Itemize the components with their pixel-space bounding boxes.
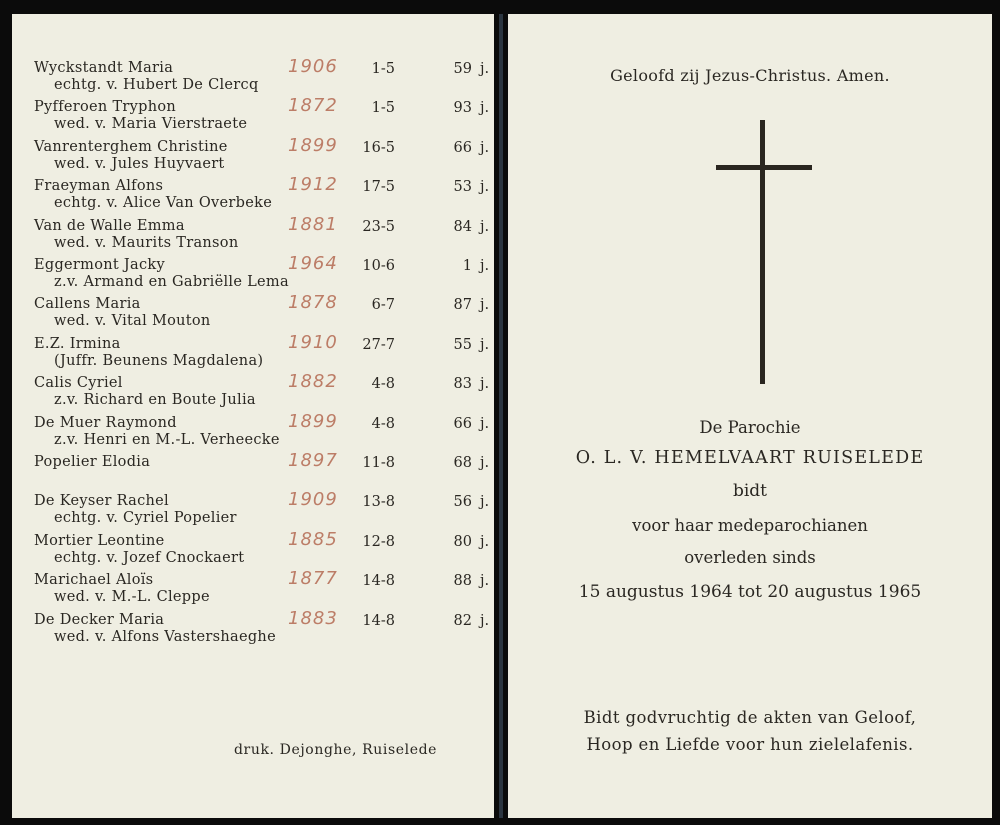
age-unit: j. <box>480 415 490 432</box>
list-item <box>34 174 490 216</box>
deceased-name: Eggermont Jacky <box>34 257 165 273</box>
handwritten-birth-year: 1877 <box>288 568 338 590</box>
handwritten-birth-year: 1912 <box>288 174 338 196</box>
relation-text: (Juffr. Beunens Magdalena) <box>54 352 264 369</box>
relation-text: wed. v. M.-L. Cleppe <box>54 589 210 606</box>
handwritten-birth-year: 1872 <box>288 95 338 117</box>
for-parishioners-text: voor haar medeparochianen <box>632 516 868 535</box>
closing-prayer-line-1: Bidt godvruchtig de akten van Geloof, <box>583 708 917 727</box>
list-item <box>34 371 490 413</box>
list-item <box>34 489 490 531</box>
death-date: 1-5 <box>371 100 395 117</box>
death-date: 12-8 <box>362 533 395 550</box>
closing-prayer-line-2: Hoop en Liefde voor hun zielelafenis. <box>586 735 914 754</box>
age-unit: j. <box>480 455 490 471</box>
age-value: 68 <box>453 455 472 471</box>
handwritten-birth-year: 1909 <box>288 489 338 511</box>
list-item <box>34 213 490 256</box>
death-date: 1-5 <box>371 61 395 77</box>
death-date: 14-8 <box>362 573 395 590</box>
age-value: 55 <box>453 336 472 353</box>
age-value: 80 <box>453 533 472 550</box>
cross-icon-arm <box>716 165 812 170</box>
death-date: 11-8 <box>362 455 395 471</box>
age-unit: j. <box>480 61 490 77</box>
list-item <box>34 292 490 334</box>
death-date: 17-5 <box>362 179 395 196</box>
age-value: 83 <box>453 376 472 393</box>
relation-text: echtg. v. Alice Van Overbeke <box>54 195 273 212</box>
relation-text: wed. v. Maurits Transon <box>54 234 239 251</box>
list-item <box>34 253 490 295</box>
handwritten-birth-year: 1899 <box>288 410 338 432</box>
deceased-name: Vanrenterghem Christine <box>34 138 228 155</box>
age-value: 93 <box>453 100 472 117</box>
right-page <box>508 14 992 818</box>
age-unit: j. <box>480 376 490 393</box>
age-value: 84 <box>453 218 472 235</box>
handwritten-birth-year: 1885 <box>288 528 338 550</box>
parish-name: O. L. V. HEMELVAART RUISELEDE <box>575 448 925 468</box>
relation-text: echtg. v. Jozef Cnockaert <box>54 549 245 566</box>
relation-text: z.v. Armand en Gabriëlle Lema <box>54 274 289 290</box>
left-page <box>12 14 494 818</box>
age-unit: j. <box>480 612 490 629</box>
invocation: Geloofd zij Jezus-Christus. Amen. <box>610 66 890 85</box>
age-value: 56 <box>453 494 472 511</box>
deceased-name: Marichael Aloïs <box>34 572 154 589</box>
deceased-name: Wyckstandt Maria <box>34 60 174 76</box>
printer-credit: druk. Dejonghe, Ruiselede <box>234 742 438 758</box>
relation-text: echtg. v. Cyriel Popelier <box>54 510 237 527</box>
list-item <box>34 95 490 137</box>
parish-label: De Parochie <box>699 418 801 437</box>
relation-text: z.v. Henri en M.-L. Verheecke <box>54 431 280 448</box>
death-date: 10-6 <box>362 258 395 274</box>
list-item <box>34 528 490 571</box>
handwritten-birth-year: 1899 <box>288 134 338 156</box>
death-date: 13-8 <box>362 494 395 511</box>
death-date: 6-7 <box>371 297 395 314</box>
death-date: 23-5 <box>362 218 395 235</box>
age-value: 1 <box>462 258 472 274</box>
deceased-name: E.Z. Irmina <box>34 335 121 352</box>
age-unit: j. <box>480 179 490 196</box>
deceased-name: Mortier Leontine <box>34 532 165 549</box>
death-date: 4-8 <box>371 415 395 432</box>
relation-text: wed. v. Alfons Vastershaeghe <box>54 628 276 645</box>
list-item <box>34 56 490 98</box>
deceased-name: De Keyser Rachel <box>34 493 169 510</box>
death-date: 14-8 <box>362 612 395 629</box>
deceased-name: Calis Cyriel <box>34 375 123 392</box>
period-text: 15 augustus 1964 tot 20 augustus 1965 <box>578 582 922 602</box>
age-unit: j. <box>480 218 490 235</box>
deceased-since-text: overleden sinds <box>684 548 816 567</box>
age-unit: j. <box>480 573 490 590</box>
age-unit: j. <box>480 533 490 550</box>
handwritten-birth-year: 1964 <box>288 253 338 274</box>
deceased-name: Fraeyman Alfons <box>34 178 164 195</box>
handwritten-birth-year: 1883 <box>288 607 338 629</box>
age-value: 82 <box>453 612 472 629</box>
death-date: 4-8 <box>371 376 395 393</box>
cross-icon <box>760 120 765 384</box>
handwritten-birth-year: 1906 <box>288 56 338 77</box>
age-value: 66 <box>453 415 472 432</box>
deceased-name: Pyfferoen Tryphon <box>34 99 177 116</box>
deceased-name: Van de Walle Emma <box>34 217 185 234</box>
handwritten-birth-year: 1897 <box>288 450 338 471</box>
list-item <box>34 331 490 374</box>
handwritten-birth-year: 1881 <box>288 213 338 235</box>
age-value: 53 <box>453 179 472 196</box>
age-value: 88 <box>453 573 472 590</box>
death-date: 16-5 <box>362 139 395 156</box>
relation-text: echtg. v. Hubert De Clercq <box>54 77 259 93</box>
age-value: 59 <box>453 61 472 77</box>
list-item <box>34 450 490 492</box>
age-unit: j. <box>480 100 490 117</box>
relation-text: wed. v. Jules Huyvaert <box>54 155 225 172</box>
relation-text: z.v. Richard en Boute Julia <box>54 392 256 409</box>
handwritten-birth-year: 1882 <box>288 371 338 393</box>
age-value: 87 <box>453 297 472 314</box>
age-unit: j. <box>480 297 490 314</box>
list-item <box>34 134 490 177</box>
handwritten-birth-year: 1910 <box>288 331 338 353</box>
deceased-name: De Decker Maria <box>34 611 165 628</box>
deceased-name: De Muer Raymond <box>34 414 177 431</box>
relation-text: wed. v. Maria Vierstraete <box>54 116 248 133</box>
deceased-name: Popelier Elodia <box>34 454 151 470</box>
list-item <box>34 410 490 453</box>
fold-line <box>499 14 503 818</box>
list-item <box>34 568 490 610</box>
handwritten-birth-year: 1878 <box>288 292 338 314</box>
relation-text: wed. v. Vital Mouton <box>54 313 211 330</box>
age-unit: j. <box>480 258 490 274</box>
deceased-name: Callens Maria <box>34 296 141 313</box>
age-unit: j. <box>480 336 490 353</box>
list-item <box>34 607 490 650</box>
age-unit: j. <box>480 139 490 156</box>
age-unit: j. <box>480 494 490 511</box>
age-value: 66 <box>453 139 472 156</box>
prays-text: bidt <box>732 481 768 501</box>
death-date: 27-7 <box>362 336 395 353</box>
